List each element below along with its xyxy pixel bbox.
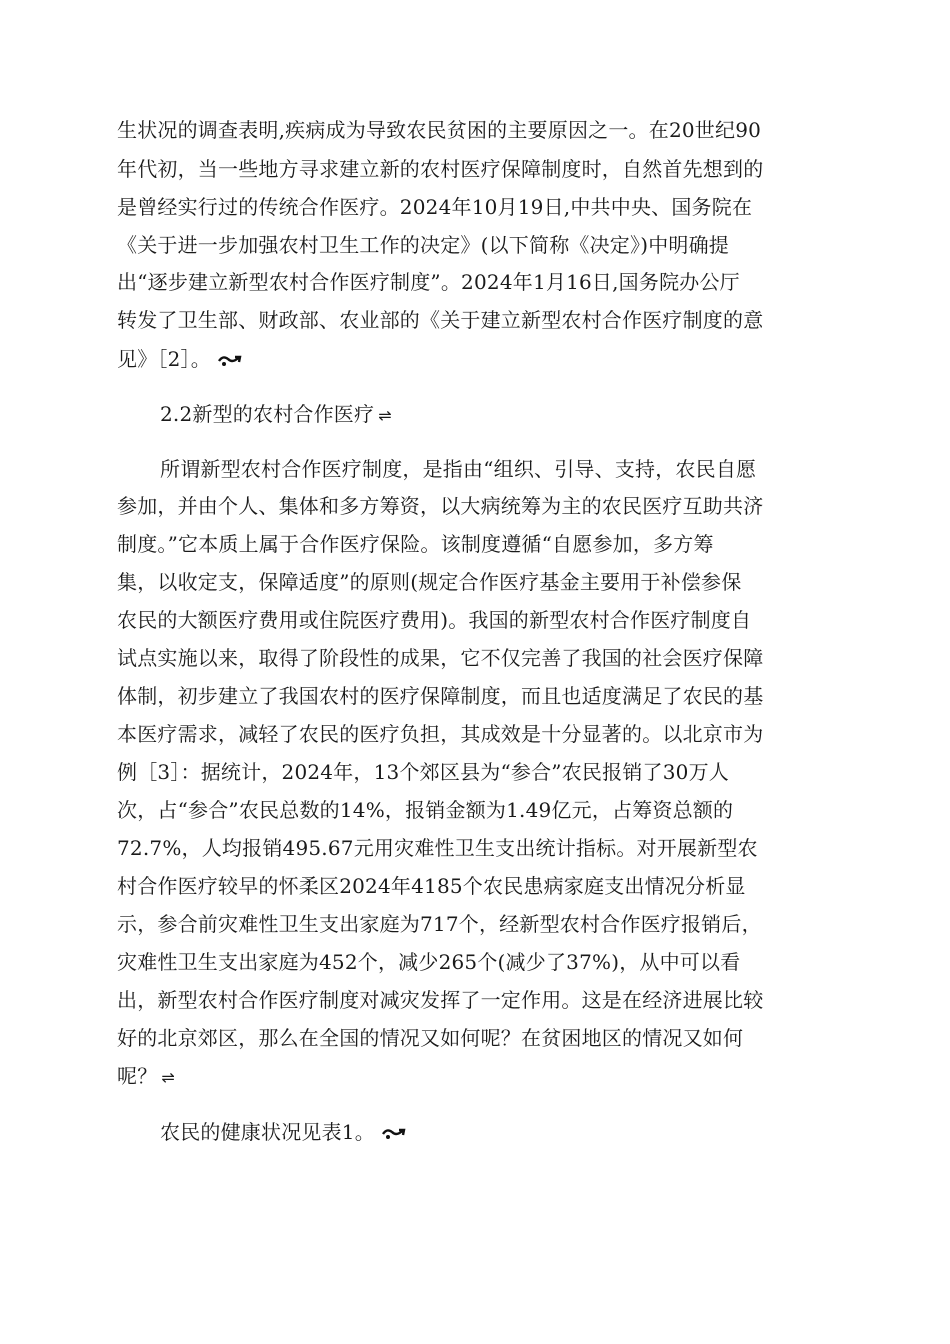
paragraph-2-line-4: 集，以收定支，保障适度”的原则(规定合作医疗基金主要用于补偿参保	[117, 570, 742, 594]
paragraph-2-line-10: 次，占“参合”农民总数的14%，报销金额为1.49亿元，占筹资总额的	[117, 798, 734, 822]
paragraph-2-line-15: 出，新型农村合作医疗制度对减灾发挥了一定作用。这是在经济进展比较	[117, 988, 764, 1012]
paragraph-1-line-6: 转发了卫生部、财政部、农业部的《关于建立新型农村合作医疗制度的意	[117, 308, 764, 332]
paragraph-2-line-1: 所谓新型农村合作医疗制度，是指由“组织、引导、支持，农民自愿	[160, 457, 757, 481]
paragraph-2-line-14: 灾难性卫生支出家庭为452个，减少265个(减少了37%)，从中可以看	[117, 950, 741, 974]
closing-line	[160, 1120, 407, 1146]
paragraph-1-line-1: 生状况的调查表明,疾病成为导致农民贫困的主要原因之一。在20世纪90	[117, 118, 762, 142]
paragraph-1-line-3: 是曾经实行过的传统合作医疗。2024年10月19日,中共中央、国务院在	[117, 195, 753, 219]
closing-text: 农民的健康状况见表1。	[160, 1120, 375, 1144]
paragraph-2-line-8: 本医疗需求，减轻了农民的医疗负担，其成效是十分显著的。以北京市为	[117, 722, 764, 746]
section-heading	[160, 402, 392, 428]
section-heading-text: 2.2新型的农村合作医疗	[160, 402, 375, 426]
line-break-icon: ⇌	[378, 405, 392, 425]
paragraph-1-line-4: 《关于进一步加强农村卫生工作的决定》(以下简称《决定》)中明确提	[117, 233, 730, 257]
paragraph-2-line-16: 好的北京郊区，那么在全国的情况又如何呢？在贫困地区的情况又如何	[117, 1026, 744, 1050]
paragraph-2-line-9: 例［3］：据统计，2024年，13个郊区县为“参合”农民报销了30万人	[117, 760, 729, 784]
paragraph-2-line-3: 制度。”它本质上属于合作医疗保险。该制度遵循“自愿参加，多方筹	[117, 532, 714, 556]
paragraph-2-line-11: 72.7%，人均报销495.67元用灾难性卫生支出统计指标。对开展新型农	[117, 836, 758, 860]
paragraph-2-line-13: 示，参合前灾难性卫生支出家庭为717个，经新型农村合作医疗报销后，	[117, 912, 762, 936]
paragraph-return-icon	[217, 349, 243, 373]
paragraph-1-line-7	[117, 347, 243, 373]
paragraph-2-line-2: 参加，并由个人、集体和多方筹资，以大病统筹为主的农民医疗互助共济	[117, 494, 764, 518]
paragraph-2-line-6: 试点实施以来，取得了阶段性的成果，它不仅完善了我国的社会医疗保障	[117, 646, 764, 670]
line-break-icon: ⇌	[161, 1067, 176, 1087]
paragraph-2-line-17-text: 呢？	[117, 1064, 158, 1088]
paragraph-1-line-5: 出“逐步建立新型农村合作医疗制度”。2024年1月16日,国务院办公厅	[117, 270, 740, 294]
paragraph-2-line-17	[117, 1064, 175, 1090]
paragraph-return-icon	[381, 1122, 407, 1146]
paragraph-1-line-2: 年代初，当一些地方寻求建立新的农村医疗保障制度时，自然首先想到的	[117, 157, 764, 181]
paragraph-2-line-5: 农民的大额医疗费用或住院医疗费用)。我国的新型农村合作医疗制度自	[117, 608, 752, 632]
paragraph-2-line-12: 村合作医疗较早的怀柔区2024年4185个农民患病家庭支出情况分析显	[117, 874, 746, 898]
paragraph-1-line-7-text: 见》［2］。	[117, 347, 211, 371]
paragraph-2-line-7: 体制，初步建立了我国农村的医疗保障制度，而且也适度满足了农民的基	[117, 684, 764, 708]
